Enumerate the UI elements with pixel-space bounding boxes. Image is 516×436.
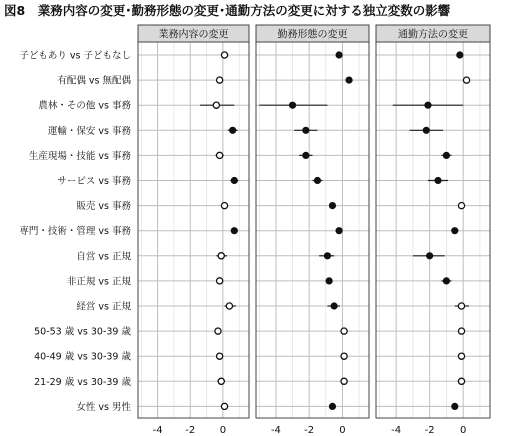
row-label: 運輸・保安 vs 事務 — [47, 125, 131, 137]
estimate-point-nonsignificant — [226, 303, 232, 309]
estimate-point-nonsignificant — [217, 353, 223, 359]
estimate-point-nonsignificant — [341, 353, 347, 359]
estimate-point-nonsignificant — [221, 203, 227, 209]
x-tick-label: -4 — [270, 425, 281, 436]
row-label: 生産現場・技能 vs 事務 — [28, 150, 131, 162]
estimate-point-nonsignificant — [341, 378, 347, 384]
estimate-point-nonsignificant — [217, 152, 223, 158]
row-label: 販売 vs 事務 — [76, 201, 131, 213]
row-label: 21-29 歳 vs 30-39 歳 — [34, 376, 131, 388]
facet-label: 業務内容の変更 — [158, 29, 229, 41]
estimate-point-significant — [324, 253, 330, 259]
estimate-point-significant — [346, 77, 352, 83]
x-tick-label: -2 — [424, 425, 435, 436]
estimate-point-nonsignificant — [218, 253, 224, 259]
estimate-point-nonsignificant — [458, 303, 464, 309]
x-tick-label: -2 — [304, 425, 315, 436]
panel-background — [256, 42, 369, 418]
estimate-point-nonsignificant — [458, 378, 464, 384]
estimate-point-significant — [303, 127, 309, 133]
estimate-point-significant — [336, 228, 342, 234]
row-label: 有配偶 vs 無配偶 — [57, 75, 131, 87]
estimate-point-nonsignificant — [221, 403, 227, 409]
row-label: 非正規 vs 正規 — [66, 276, 131, 288]
estimate-point-significant — [457, 52, 463, 58]
estimate-point-nonsignificant — [213, 102, 219, 108]
x-tick-label: -4 — [152, 425, 163, 436]
estimate-point-nonsignificant — [218, 378, 224, 384]
estimate-point-nonsignificant — [221, 52, 227, 58]
estimate-point-significant — [423, 127, 429, 133]
facet-label: 勤務形態の変更 — [277, 29, 348, 41]
estimate-point-nonsignificant — [458, 353, 464, 359]
x-tick-label: 0 — [459, 425, 467, 436]
estimate-point-significant — [329, 203, 335, 209]
row-label: 女性 vs 男性 — [76, 401, 131, 413]
estimate-point-significant — [326, 278, 332, 284]
row-label: 子どもあり vs 子どもなし — [19, 50, 131, 62]
chart-title: 図8 業務内容の変更･勤務形態の変更･通勤方法の変更に対する独立変数の影響 — [4, 3, 451, 18]
x-tick-label: 0 — [219, 425, 227, 436]
estimate-point-nonsignificant — [341, 328, 347, 334]
plot-area — [19, 25, 490, 436]
row-label: 50-53 歳 vs 30-39 歳 — [34, 326, 131, 338]
estimate-point-significant — [452, 403, 458, 409]
estimate-point-nonsignificant — [458, 203, 464, 209]
estimate-point-significant — [336, 52, 342, 58]
row-label: 自営 vs 正規 — [76, 251, 131, 263]
estimate-point-significant — [331, 303, 337, 309]
estimate-point-significant — [425, 102, 431, 108]
estimate-point-significant — [443, 278, 449, 284]
row-label: 40-49 歳 vs 30-39 歳 — [34, 351, 131, 363]
row-label: 専門・技術・管理 vs 事務 — [19, 226, 131, 238]
estimate-point-significant — [452, 228, 458, 234]
estimate-point-significant — [314, 177, 320, 183]
facet-label: 通勤方法の変更 — [398, 29, 468, 41]
x-tick-label: 0 — [339, 425, 346, 436]
estimate-point-significant — [329, 403, 335, 409]
row-label: 経営 vs 正規 — [76, 301, 131, 313]
x-tick-label: -2 — [185, 425, 196, 436]
row-label: サービス vs 事務 — [57, 176, 131, 187]
estimate-point-significant — [427, 253, 433, 259]
estimate-point-nonsignificant — [458, 328, 464, 334]
estimate-point-significant — [231, 228, 237, 234]
row-label: 農林・その他 vs 事務 — [38, 100, 131, 112]
estimate-point-significant — [443, 152, 449, 158]
x-tick-label: -4 — [391, 425, 402, 436]
estimate-point-nonsignificant — [217, 278, 223, 284]
estimate-point-nonsignificant — [463, 77, 469, 83]
estimate-point-nonsignificant — [215, 328, 221, 334]
estimate-point-significant — [230, 127, 236, 133]
estimate-point-nonsignificant — [217, 77, 223, 83]
estimate-point-significant — [435, 177, 441, 183]
panel-background — [376, 42, 490, 418]
estimate-point-significant — [303, 152, 309, 158]
estimate-point-significant — [231, 177, 237, 183]
estimate-point-significant — [289, 102, 295, 108]
